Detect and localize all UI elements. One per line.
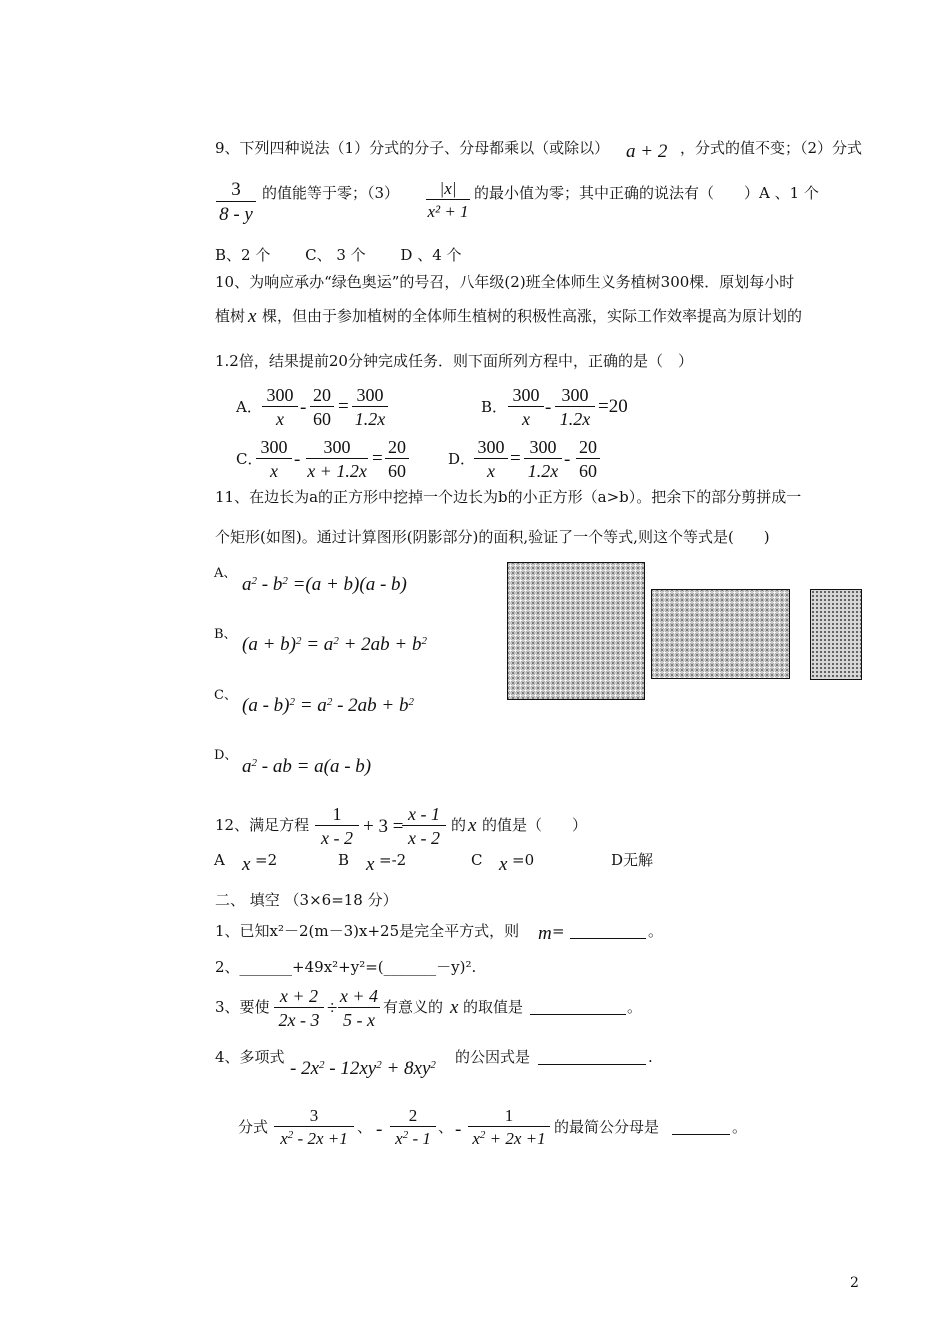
q11-option-c-label: C、 <box>214 688 237 703</box>
q12-tail-b: 的值是（ ） <box>482 816 588 834</box>
q10-d-minus: - <box>564 449 571 470</box>
q9-line1-tail: ，分式的值不变；（2）分式 <box>680 139 863 157</box>
q10-b-minus: - <box>545 397 552 418</box>
fraction-denominator: $x^2 - 2x +1$ <box>280 1129 348 1148</box>
fraction-numerator: 3 <box>274 1107 354 1127</box>
figure-rectangle <box>651 589 790 679</box>
formula-part: x <box>280 1129 288 1148</box>
q12-lead: 12、满足方程 <box>215 816 310 834</box>
q10-a-frac-3 <box>352 386 388 428</box>
figure-small-rectangle <box>810 589 862 680</box>
q11-line2: 个矩形(如图)。通过计算图形(阴影部分)的面积,验证了一个等式,则这个等式是( ) <box>215 528 770 546</box>
fraction-denominator: $x^2 + 2x +1$ <box>472 1129 546 1148</box>
q9-fraction-3-over-8-y <box>216 180 256 224</box>
q12-tail-var: x <box>468 815 477 836</box>
q11-option-c-formula: $(a - b)^2 = a^2 - 2ab + b^2$ <box>242 695 414 716</box>
fraction-denominator: 1.2x <box>559 409 591 429</box>
fill-3-var-x: x <box>450 997 459 1018</box>
fill-3-frac-1 <box>274 987 324 1029</box>
formula-part: - 2ab + b <box>332 695 409 716</box>
fill-5-end: 。 <box>732 1118 748 1136</box>
fraction-denominator: $x^2 - 1$ <box>395 1129 431 1148</box>
fraction-denominator: 60 <box>579 461 597 481</box>
fill-3-divide: ÷ <box>327 998 338 1019</box>
fill-3-text-b: 的取值是 <box>463 998 524 1016</box>
q10-line1: 10、为响应承办“绿色奥运”的号召，八年级(2)班全体师生义务植树300棵．原划每小时 <box>215 273 795 291</box>
fill-5-text: 的最简公分母是 <box>554 1118 660 1136</box>
formula-part: - b <box>257 574 283 595</box>
q10-option-c-label: C． <box>236 450 263 468</box>
fill-3-end: 。 <box>627 998 643 1016</box>
q9-line1: 9、下列四种说法（1）分式的分子、分母都乘以（或除以） <box>215 139 610 157</box>
q10-c-frac-2 <box>306 438 368 480</box>
fraction-denominator: x - 2 <box>321 828 353 848</box>
fill-3-text-a: 有意义的 <box>383 998 444 1016</box>
fraction-numerator: |x| <box>426 180 470 200</box>
fraction-numerator: x + 2 <box>274 987 324 1008</box>
q12-option-c-value: =0 <box>512 851 535 869</box>
fill-1-var-m: m <box>538 923 552 944</box>
fraction-denominator: 1.2x <box>527 461 559 481</box>
fraction-denominator: 60 <box>388 461 406 481</box>
q10-var-x: x <box>248 306 257 327</box>
fraction-numerator: 300 <box>262 386 298 407</box>
q10-d-equals: = <box>510 448 521 469</box>
fraction-numerator: 300 <box>555 386 595 407</box>
q11-option-a-label: A、 <box>214 566 237 581</box>
q10-a-frac-2 <box>310 386 334 428</box>
fill-5-minus-2: - <box>455 1119 462 1140</box>
q10-line2b: 棵，但由于参加植树的全体师生植树的积极性高涨，实际工作效率提高为原计划的 <box>262 307 803 325</box>
q12-option-a-var: x <box>242 854 251 875</box>
q9-expr-a-plus-2: a + 2 <box>626 141 668 162</box>
fill-5-sep-1: 、 <box>357 1118 373 1136</box>
q10-line3: 1.2倍，结果提前20分钟完成任务．则下面所列方程中，正确的是（ ） <box>215 352 693 370</box>
fill-2-text: 2、_______+49x²+y²=(_______－y)². <box>215 958 477 976</box>
formula-part: - ab = a(a - b) <box>257 756 372 777</box>
fill-1-equals: = <box>552 922 565 940</box>
q12-option-c-label: C <box>471 851 483 869</box>
section-2-title: 二、 填空 （3×6=18 分） <box>215 891 398 909</box>
q10-c-minus: - <box>294 449 301 470</box>
q12-option-d: D无解 <box>611 851 654 869</box>
formula-part: + 8xy <box>381 1058 431 1079</box>
q9-mid-text: 的值能等于零；（3） <box>262 184 400 202</box>
formula-part: =(a + b)(a - b) <box>287 574 407 595</box>
q12-option-a-value: =2 <box>255 851 278 869</box>
formula-part: (a - b) <box>242 695 290 716</box>
figure-large-square <box>507 562 645 700</box>
q11-option-d-formula: $a^2$ - ab = a(a - b) <box>242 756 372 777</box>
fraction-numerator: x - 1 <box>402 805 446 826</box>
formula-part: + 2ab + b <box>338 634 422 655</box>
fill-5-blank[interactable] <box>672 1134 730 1135</box>
fraction-numerator: 20 <box>385 438 409 459</box>
fill-5-frac-3 <box>468 1107 550 1147</box>
fraction-numerator: 20 <box>576 438 600 459</box>
fraction-denominator: x² + 1 <box>427 202 469 221</box>
fraction-denominator: 5 - x <box>343 1010 375 1030</box>
q12-option-b-label: B <box>338 851 350 869</box>
q10-c-equals: = <box>372 448 383 469</box>
q10-option-d-label: D． <box>448 450 476 468</box>
page-number: 2 <box>850 1275 859 1291</box>
formula-part: + 2x +1 <box>485 1129 546 1148</box>
fill-4-blank[interactable] <box>538 1064 646 1065</box>
fill-5-sep-2: 、 <box>438 1118 454 1136</box>
q10-a-minus: - <box>300 397 307 418</box>
formula-part: a <box>242 756 252 777</box>
fraction-numerator: 300 <box>306 438 368 459</box>
fraction-denominator: 60 <box>313 409 331 429</box>
fill-5-minus-1: - <box>376 1119 383 1140</box>
fill-1-end: 。 <box>648 922 664 940</box>
fraction-denominator: 2x - 3 <box>278 1010 320 1030</box>
q10-c-frac-1 <box>256 438 292 480</box>
formula-part: - 1 <box>408 1129 431 1148</box>
fill-4-text: 的公因式是 <box>455 1048 531 1066</box>
q11-option-b-label: B、 <box>214 627 237 642</box>
fraction-denominator: x <box>270 461 278 481</box>
q10-d-frac-3 <box>576 438 600 480</box>
fraction-denominator: x <box>487 461 495 481</box>
q12-option-a-label: A <box>214 851 225 869</box>
q11-option-a-formula: $a^2 - b^2 =(a + b)(a - b)$ <box>242 574 407 595</box>
q12-frac-2 <box>402 805 446 847</box>
formula-part: x <box>395 1129 403 1148</box>
q11-option-d-label: D、 <box>214 748 238 763</box>
q10-b-frac-2 <box>555 386 595 428</box>
fraction-numerator: 300 <box>352 386 388 407</box>
fill-3-blank[interactable] <box>530 1014 626 1015</box>
formula-part: a <box>242 574 252 595</box>
fill-5-frac-2 <box>390 1107 436 1147</box>
fill-1-text: 1、已知x²－2(m－3)x+25是完全平方式，则 <box>215 922 520 940</box>
fill-4-polynomial: - $2x^2 - 12xy^2 + 8xy^2$ <box>290 1058 436 1079</box>
fill-5-frac-1 <box>274 1107 354 1147</box>
formula-part: - 2x +1 <box>293 1129 348 1148</box>
q12-option-b-value: =-2 <box>379 851 407 869</box>
fill-4-end: . <box>648 1048 653 1066</box>
q12-frac-1 <box>315 805 359 847</box>
q10-c-frac-3 <box>385 438 409 480</box>
fraction-numerator: 300 <box>256 438 292 459</box>
q11-line1: 11、在边长为a的正方形中挖掉一个边长为b的小正方形（a>b）。把余下的部分剪拼成一 <box>215 488 802 506</box>
formula-part: - 12xy <box>324 1058 377 1079</box>
q12-option-c-var: x <box>499 854 508 875</box>
formula-part: - 2x <box>290 1058 320 1079</box>
formula-part: = a <box>301 634 334 655</box>
q10-d-frac-2 <box>524 438 562 480</box>
formula-part: = a <box>294 695 327 716</box>
fraction-numerator: 300 <box>474 438 508 459</box>
fill-3-lead: 3、要使 <box>215 998 270 1016</box>
q10-line2a: 植树 <box>215 307 246 325</box>
fraction-numerator: 300 <box>524 438 562 459</box>
fraction-numerator: 20 <box>310 386 334 407</box>
fraction-numerator: x + 4 <box>339 986 379 1006</box>
q10-d-frac-1 <box>474 438 508 480</box>
fill-5-lead: 分式 <box>238 1118 269 1136</box>
fill-1-blank[interactable] <box>570 938 646 939</box>
fraction-denominator: x - 2 <box>408 828 440 848</box>
q10-a-frac-1 <box>262 386 298 428</box>
q10-b-equals-20: =20 <box>598 396 628 417</box>
q12-tail-a: 的 <box>451 816 467 834</box>
q10-b-frac-1 <box>508 386 544 428</box>
q10-option-b-label: B． <box>481 398 508 416</box>
fraction-denominator: x <box>276 409 284 429</box>
fraction-numerator: 3 <box>216 180 256 202</box>
q10-a-equals: = <box>338 396 349 417</box>
q9-mid-text-2: 的最小值为零；其中正确的说法有（ ）A 、1 个 <box>474 184 819 202</box>
q9-options: B、2 个 C、 3 个 D 、4 个 <box>215 246 462 264</box>
fraction-numerator: 2 <box>390 1107 436 1127</box>
formula-part: (a + b) <box>242 634 296 655</box>
fraction-denominator: 8 - y <box>219 204 253 225</box>
fraction-denominator: x <box>522 409 530 429</box>
fraction-numerator: 1 <box>468 1107 550 1127</box>
q10-option-a-label: A． <box>236 398 262 416</box>
fraction-numerator: 300 <box>508 386 544 407</box>
fraction-denominator: x + 1.2x <box>307 461 367 481</box>
q12-option-b-var: x <box>366 854 375 875</box>
q9-fraction-abs-x <box>426 180 470 220</box>
formula-part: x <box>472 1129 480 1148</box>
fill-4-lead: 4、多项式 <box>215 1048 285 1066</box>
fraction-numerator: 1 <box>315 805 359 826</box>
q12-plus-3-equals: + 3 = <box>363 816 404 837</box>
fill-3-frac-2 <box>338 987 380 1029</box>
q11-option-b-formula: $(a + b)^2 = a^2 + 2ab + b^2$ <box>242 634 427 655</box>
fraction-denominator: 1.2x <box>354 409 386 429</box>
